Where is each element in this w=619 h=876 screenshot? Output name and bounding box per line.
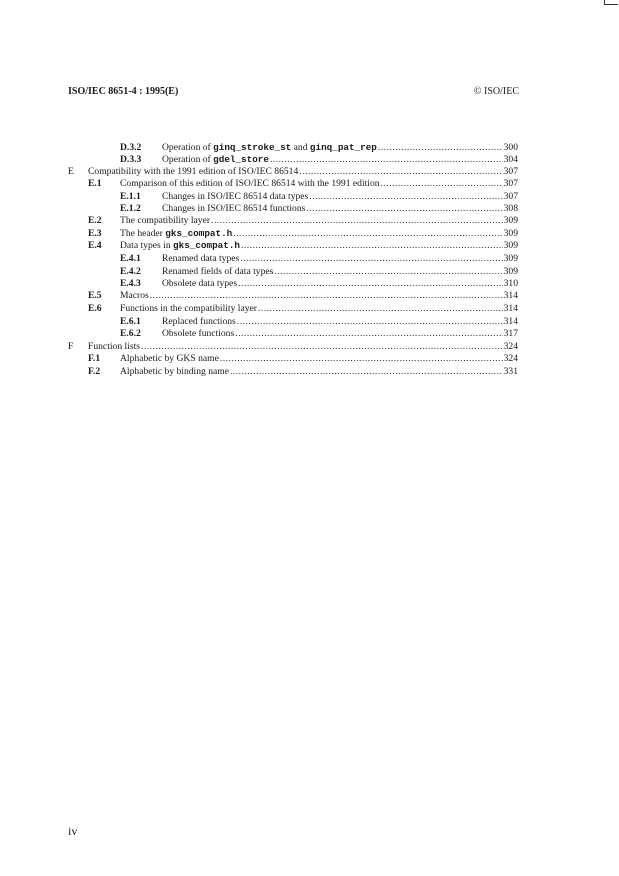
toc-title-text: Renamed data types <box>162 253 240 264</box>
toc-dot-leader <box>237 316 503 328</box>
toc-dot-leader <box>258 303 503 315</box>
toc-entry[interactable] <box>120 266 518 278</box>
toc-title-text: The header <box>120 228 166 239</box>
toc-entry-title <box>162 191 308 203</box>
toc-entry-title <box>162 203 305 215</box>
toc-title-text: Alphabetic by binding name <box>120 366 229 377</box>
document-header-id: ISO/IEC 8651-4 : 1995(E) <box>68 86 179 97</box>
toc-page-number: 331 <box>503 366 518 377</box>
toc-entry[interactable] <box>120 328 518 340</box>
toc-entry-number: D.3.2 <box>120 142 142 153</box>
toc-title-text: Data types in <box>120 240 174 251</box>
toc-title-text: Obsolete functions <box>162 328 235 339</box>
toc-title-text: Replaced functions <box>162 316 236 327</box>
toc-entry-number: E.4.1 <box>120 253 141 264</box>
toc-code-identifier: ginq_pat_rep <box>309 142 377 153</box>
toc-entry-number: E.5 <box>88 290 102 301</box>
toc-entry-number: E.4.2 <box>120 266 141 277</box>
toc-page-number: 309 <box>503 253 518 264</box>
toc-entry[interactable] <box>68 166 518 178</box>
page-corner-mark <box>604 0 618 5</box>
toc-entry[interactable] <box>88 178 518 190</box>
toc-entry[interactable] <box>120 316 518 328</box>
toc-entry[interactable] <box>88 240 518 252</box>
toc-entry[interactable] <box>120 154 518 166</box>
toc-entry-title <box>162 328 234 340</box>
toc-dot-leader <box>211 215 503 227</box>
toc-page-number: 314 <box>503 303 518 314</box>
toc-title-text: Macros <box>120 290 149 301</box>
toc-code-identifier: ginq_stroke_st <box>213 142 292 153</box>
toc-entry-title <box>120 228 232 240</box>
toc-page-number: 304 <box>503 154 518 165</box>
toc-page-number: 314 <box>503 290 518 301</box>
toc-page-number: 309 <box>503 215 518 226</box>
toc-title-text: Operation of <box>162 154 214 165</box>
toc-entry-number: F.2 <box>88 366 101 377</box>
page-number: iv <box>68 824 78 838</box>
toc-title-text: Alphabetic by GKS name <box>120 353 219 364</box>
toc-dot-leader <box>381 178 503 190</box>
toc-entry-number: E.1 <box>88 178 102 189</box>
toc-entry-number: E.4 <box>88 240 102 251</box>
toc-page-number: 324 <box>503 353 518 364</box>
toc-entry-title <box>120 240 240 252</box>
toc-entry[interactable] <box>68 341 518 353</box>
toc-entry-number: E.6.2 <box>120 328 141 339</box>
toc-dot-leader <box>150 290 503 302</box>
toc-entry-title <box>162 316 236 328</box>
toc-entry-number: E.4.3 <box>120 278 141 289</box>
toc-title-text: Functions in the compatibility layer <box>120 303 257 314</box>
toc-title-text: Function lists <box>88 341 140 352</box>
toc-dot-leader <box>230 366 503 378</box>
toc-code-identifier: gdel_store <box>213 154 269 165</box>
toc-entry-title <box>162 278 237 290</box>
toc-entry-number: E.2 <box>88 215 102 226</box>
toc-entry-title <box>162 154 269 166</box>
toc-entry-number: E.6.1 <box>120 316 141 327</box>
toc-title-text: Changes in ISO/IEC 86514 functions <box>162 203 306 214</box>
toc-dot-leader <box>240 253 502 265</box>
toc-title-text: Comparison of this edition of ISO/IEC 86514 with the 1991 edition <box>120 178 380 189</box>
toc-entry[interactable] <box>88 215 518 227</box>
toc-entry-title <box>120 353 219 365</box>
toc-dot-leader <box>309 191 502 203</box>
toc-entry-title <box>162 253 239 265</box>
toc-title-text: Renamed fields of data types <box>162 266 274 277</box>
toc-title-text: Obsolete data types <box>162 278 238 289</box>
toc-dot-leader <box>238 278 502 290</box>
toc-code-identifier: gks_compat.h <box>165 228 233 239</box>
toc-entry[interactable] <box>88 366 518 378</box>
toc-title-text: Changes in ISO/IEC 86514 data types <box>162 191 309 202</box>
toc-page-number: 317 <box>503 328 518 339</box>
toc-entry[interactable] <box>120 203 518 215</box>
toc-page-number: 307 <box>503 191 518 202</box>
toc-entry-title <box>162 142 377 154</box>
toc-page-number: 308 <box>503 203 518 214</box>
toc-dot-leader <box>306 203 502 215</box>
toc-entry-title <box>120 290 149 302</box>
toc-entry-number: E.6 <box>88 303 102 314</box>
toc-entry[interactable] <box>120 142 518 154</box>
toc-entry-number: D.3.3 <box>120 154 142 165</box>
toc-dot-leader <box>233 228 502 240</box>
toc-page-number: 309 <box>503 240 518 251</box>
toc-dot-leader <box>299 166 502 178</box>
toc-code-identifier: gks_compat.h <box>173 240 240 251</box>
toc-entry-number: E.1.1 <box>120 191 141 202</box>
toc-dot-leader <box>235 328 502 340</box>
toc-entry-number: F.1 <box>88 353 101 364</box>
toc-page-number: 300 <box>503 142 518 153</box>
toc-title-text: Operation of <box>162 142 214 153</box>
toc-entry-title <box>88 341 140 353</box>
toc-entry-title <box>120 366 229 378</box>
toc-entry-number: E <box>68 166 74 177</box>
toc-page-number: 309 <box>503 228 518 239</box>
toc-page-number: 314 <box>503 316 518 327</box>
toc-entry-number: E.1.2 <box>120 203 141 214</box>
toc-entry[interactable] <box>88 303 518 315</box>
copyright-header: © ISO/IEC <box>473 86 519 97</box>
toc-entry[interactable] <box>88 290 518 302</box>
toc-entry-title <box>162 266 273 278</box>
toc-entry-title <box>120 178 380 190</box>
toc-dot-leader <box>274 266 502 278</box>
toc-entry[interactable] <box>88 353 518 365</box>
toc-page-number: 324 <box>503 341 518 352</box>
toc-entry-number: E.3 <box>88 228 102 239</box>
toc-title-text: and <box>291 142 310 153</box>
toc-entry-number: F <box>68 341 74 352</box>
toc-entry-title <box>88 166 298 178</box>
toc-dot-leader <box>378 142 503 154</box>
toc-dot-leader <box>141 341 503 353</box>
toc-entry[interactable] <box>120 278 518 290</box>
toc-entry-title <box>120 303 257 315</box>
toc-dot-leader <box>270 154 503 166</box>
toc-dot-leader <box>220 353 503 365</box>
toc-page-number: 307 <box>503 178 518 189</box>
toc-page-number: 307 <box>503 166 518 177</box>
toc-entry[interactable] <box>88 228 518 240</box>
toc-page-number: 310 <box>503 278 518 289</box>
toc-title-text: The compatibility layer <box>120 215 211 226</box>
toc-page-number: 309 <box>503 266 518 277</box>
toc-entry-title <box>120 215 210 227</box>
toc-title-text: Compatibility with the 1991 edition of ISO/IEC 86514 <box>88 166 299 177</box>
toc-entry[interactable] <box>120 253 518 265</box>
toc-entry[interactable] <box>120 191 518 203</box>
toc-dot-leader <box>241 240 503 252</box>
